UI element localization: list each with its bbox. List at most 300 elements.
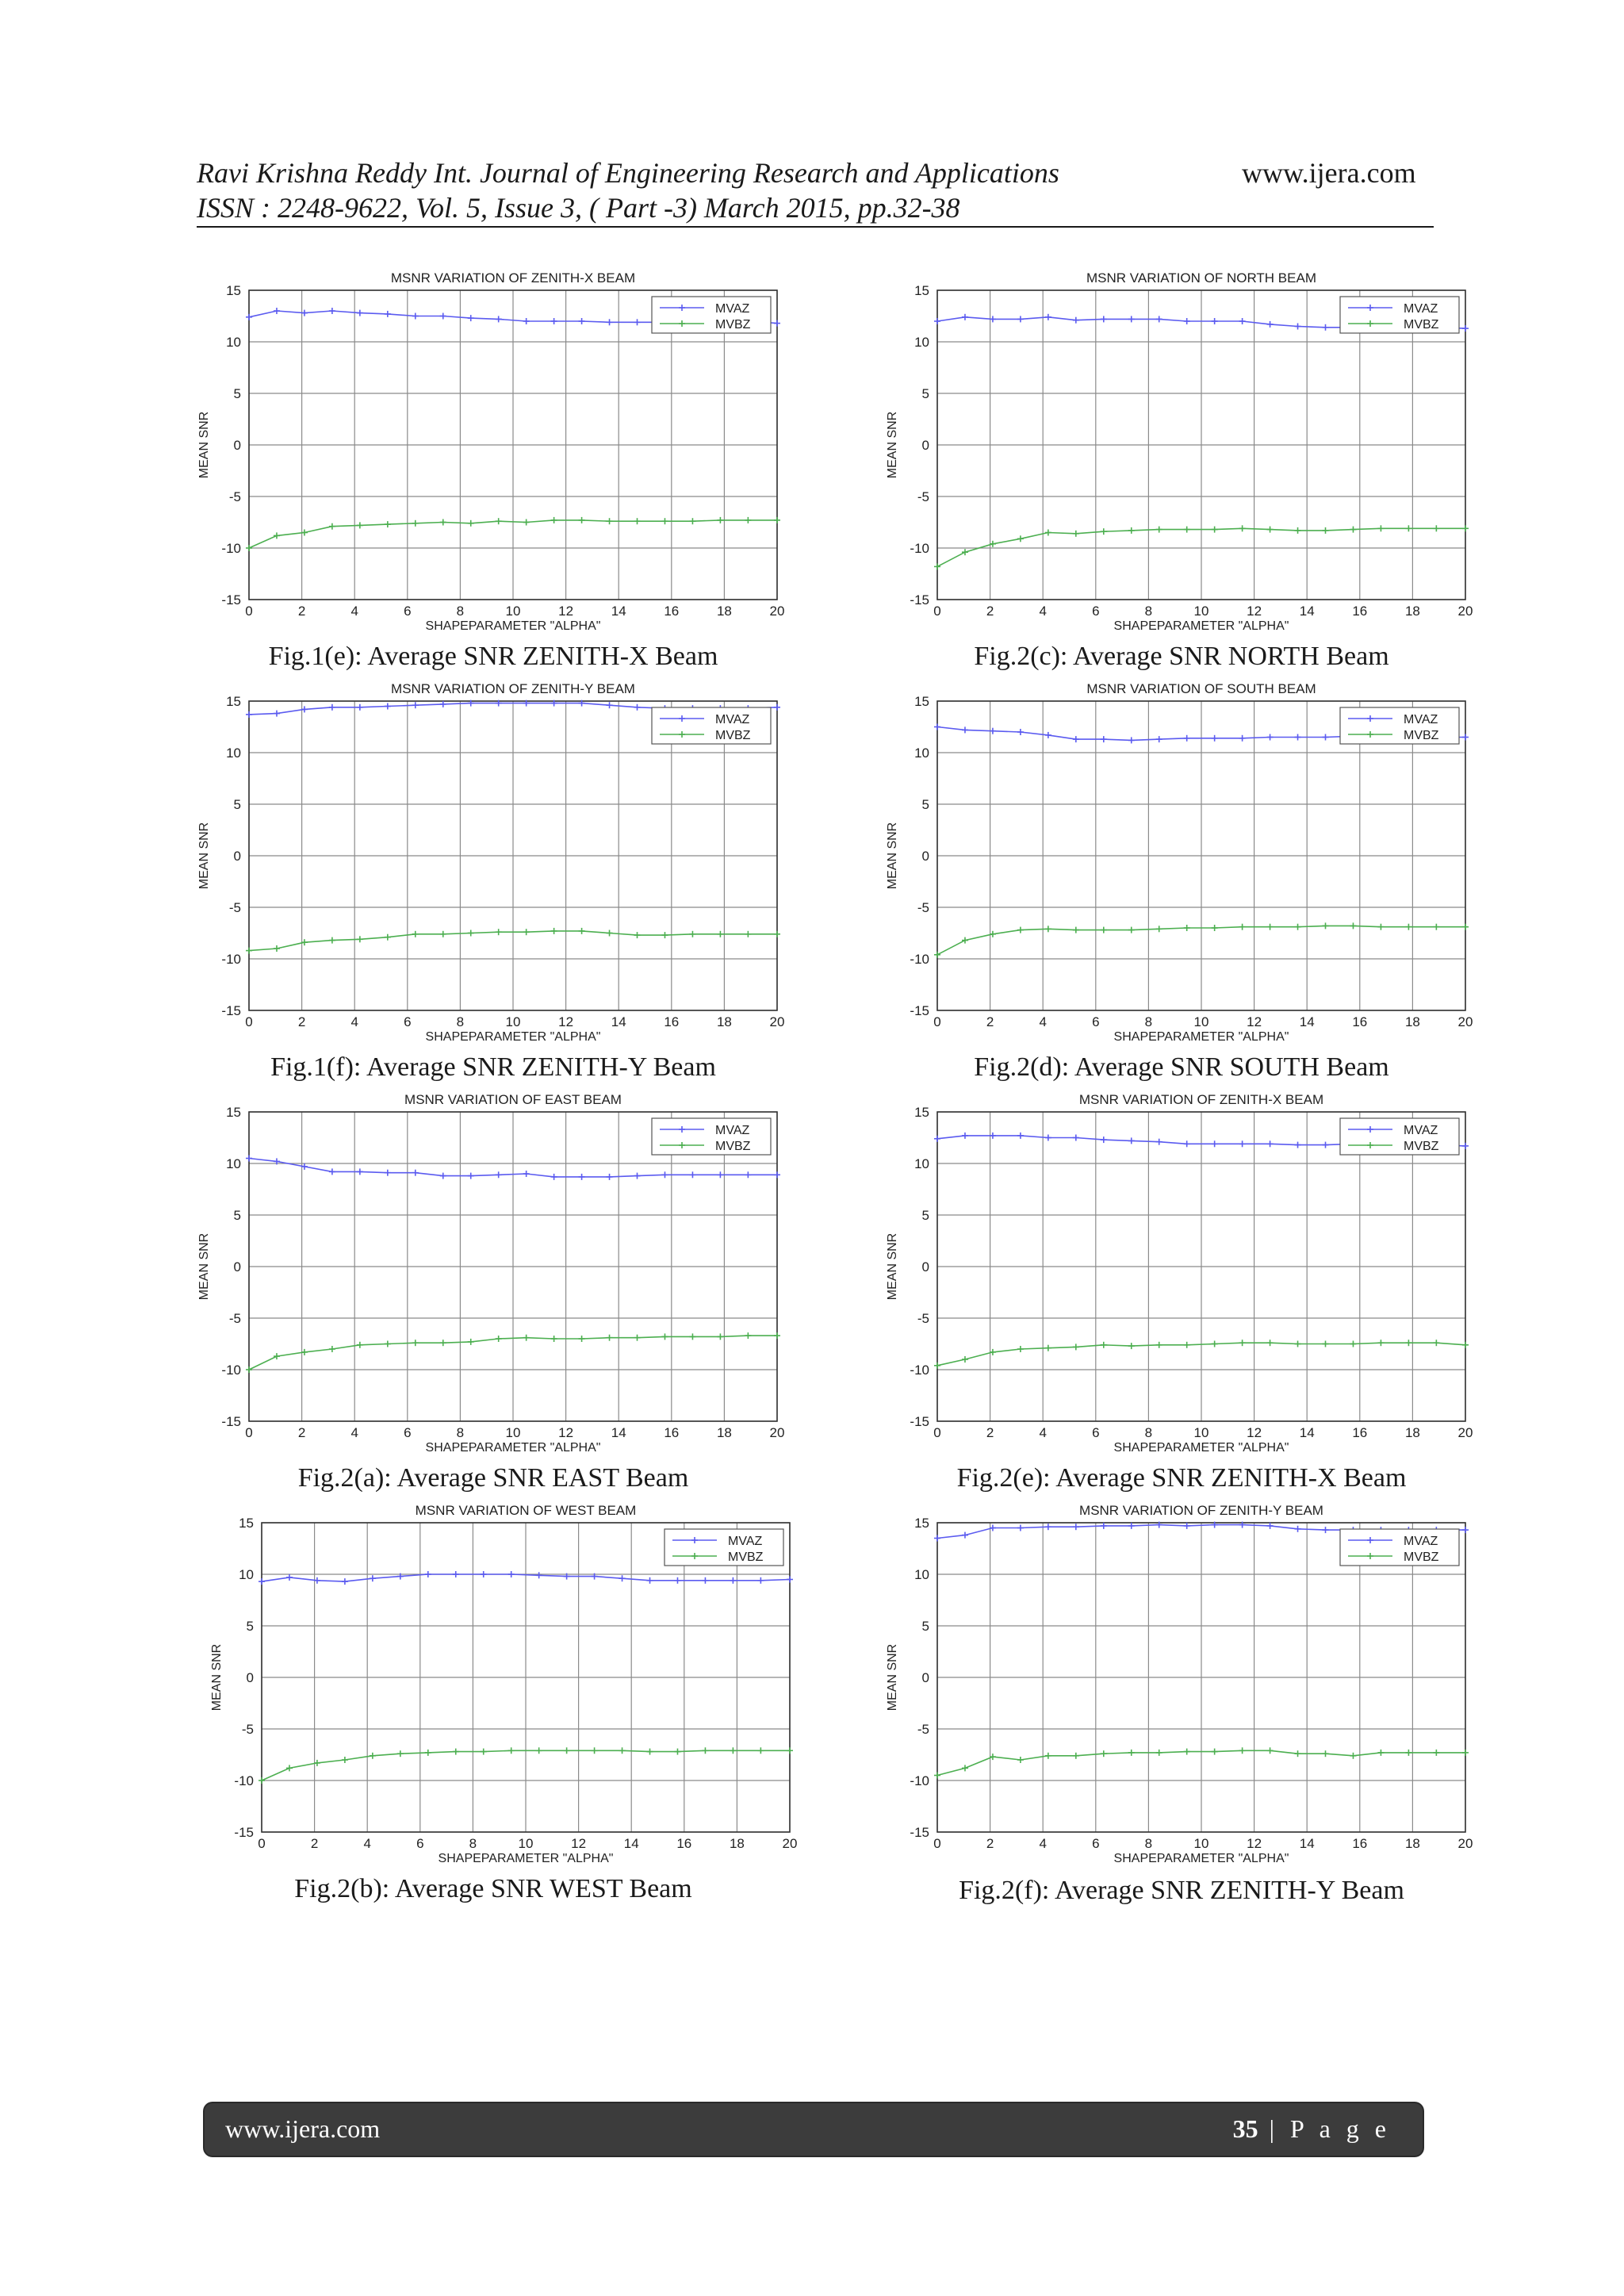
data-point-mvbz bbox=[934, 1773, 940, 1779]
data-point-mvaz bbox=[962, 1532, 968, 1539]
data-point-mvaz bbox=[329, 308, 335, 314]
data-point-mvbz bbox=[1350, 1341, 1356, 1347]
data-point-mvaz bbox=[634, 704, 641, 711]
y-tick-label: 15 bbox=[914, 1105, 929, 1120]
journal-header: Ravi Krishna Reddy Int. Journal of Engineering Research and Applications bbox=[197, 157, 1059, 189]
data-point-mvbz bbox=[717, 931, 723, 937]
data-point-mvaz bbox=[1073, 317, 1079, 324]
data-point-mvaz bbox=[674, 1577, 680, 1584]
data-point-mvbz bbox=[1295, 527, 1301, 534]
x-tick-label: 6 bbox=[1092, 604, 1100, 619]
data-point-mvbz bbox=[1156, 1342, 1162, 1348]
y-tick-label: -5 bbox=[917, 900, 929, 915]
data-point-mvbz bbox=[579, 928, 585, 934]
data-point-mvbz bbox=[357, 936, 363, 942]
data-point-mvaz bbox=[934, 318, 940, 324]
data-point-mvaz bbox=[259, 1578, 265, 1585]
data-point-mvaz bbox=[385, 703, 391, 710]
chart-svg bbox=[872, 266, 1475, 639]
y-tick-label: 0 bbox=[921, 849, 929, 864]
data-point-mvbz bbox=[1267, 1340, 1274, 1346]
x-tick-label: 8 bbox=[469, 1836, 477, 1851]
data-point-mvbz bbox=[1128, 1750, 1135, 1756]
y-tick-label: 5 bbox=[921, 1619, 929, 1634]
x-tick-label: 10 bbox=[518, 1836, 534, 1851]
data-point-mvbz bbox=[1073, 531, 1079, 537]
legend-label: MVBZ bbox=[1404, 729, 1439, 742]
data-point-mvaz bbox=[357, 1168, 363, 1175]
data-point-mvbz bbox=[634, 932, 641, 938]
data-point-mvbz bbox=[551, 1336, 557, 1342]
chart-west bbox=[197, 1499, 799, 1872]
data-point-mvbz bbox=[259, 1777, 265, 1784]
x-tick-label: 10 bbox=[505, 604, 521, 619]
y-tick-label: 5 bbox=[233, 386, 241, 401]
x-tick-label: 10 bbox=[1193, 1425, 1209, 1440]
data-point-mvbz bbox=[1156, 527, 1162, 533]
y-tick-label: 5 bbox=[921, 797, 929, 812]
x-tick-label: 10 bbox=[505, 1014, 521, 1029]
data-point-mvaz bbox=[440, 1173, 446, 1179]
x-tick-label: 20 bbox=[769, 604, 785, 619]
data-point-mvbz bbox=[647, 1749, 653, 1755]
data-point-mvaz bbox=[962, 314, 968, 320]
data-point-mvbz bbox=[1017, 535, 1024, 542]
chart-title: MSNR VARIATION OF EAST BEAM bbox=[404, 1092, 622, 1107]
data-point-mvbz bbox=[689, 1333, 695, 1340]
chart-east bbox=[184, 1088, 787, 1461]
x-tick-label: 10 bbox=[1193, 604, 1209, 619]
x-tick-label: 8 bbox=[456, 1425, 465, 1440]
data-point-mvaz bbox=[1184, 735, 1190, 742]
x-tick-label: 2 bbox=[986, 604, 994, 619]
data-point-mvbz bbox=[1128, 527, 1135, 534]
data-point-mvaz bbox=[1295, 1142, 1301, 1148]
data-point-mvbz bbox=[717, 517, 723, 523]
data-point-mvbz bbox=[1350, 922, 1356, 929]
data-point-mvbz bbox=[745, 931, 751, 937]
y-tick-label: -10 bbox=[910, 952, 929, 967]
x-tick-label: 0 bbox=[933, 1425, 941, 1440]
data-point-mvbz bbox=[774, 517, 780, 523]
data-point-mvaz bbox=[412, 313, 419, 320]
x-tick-label: 10 bbox=[1193, 1014, 1209, 1029]
chart-title: MSNR VARIATION OF NORTH BEAM bbox=[1086, 270, 1316, 286]
legend-label: MVBZ bbox=[1404, 1550, 1439, 1564]
data-point-mvbz bbox=[1377, 525, 1384, 531]
x-tick-label: 6 bbox=[416, 1836, 424, 1851]
chart-title: MSNR VARIATION OF ZENITH-X BEAM bbox=[390, 270, 636, 286]
x-tick-label: 18 bbox=[1404, 1836, 1420, 1851]
y-tick-label: -10 bbox=[910, 1773, 929, 1788]
data-point-mvbz bbox=[745, 1332, 751, 1339]
x-tick-label: 20 bbox=[1457, 604, 1473, 619]
x-tick-label: 20 bbox=[769, 1014, 785, 1029]
data-point-mvbz bbox=[551, 928, 557, 934]
y-tick-label: 5 bbox=[233, 1208, 241, 1223]
legend-box bbox=[652, 1118, 771, 1155]
data-point-mvbz bbox=[1212, 1749, 1218, 1755]
data-point-mvaz bbox=[246, 711, 252, 718]
data-point-mvbz bbox=[1350, 527, 1356, 533]
x-tick-label: 20 bbox=[782, 1836, 798, 1851]
x-tick-label: 14 bbox=[611, 1425, 626, 1440]
y-tick-label: 10 bbox=[914, 746, 929, 761]
data-point-mvbz bbox=[385, 1341, 391, 1347]
legend-label: MVAZ bbox=[1404, 713, 1438, 726]
data-point-mvaz bbox=[370, 1575, 376, 1581]
data-point-mvaz bbox=[385, 311, 391, 317]
data-point-mvaz bbox=[246, 1156, 252, 1162]
data-point-mvbz bbox=[1377, 924, 1384, 930]
x-tick-label: 12 bbox=[1247, 604, 1262, 619]
x-tick-label: 8 bbox=[1144, 604, 1153, 619]
data-point-mvbz bbox=[934, 1363, 940, 1369]
y-tick-label: 15 bbox=[226, 1105, 241, 1120]
data-point-mvaz bbox=[286, 1574, 293, 1581]
x-tick-label: 16 bbox=[1352, 1014, 1368, 1029]
data-point-mvaz bbox=[1462, 1527, 1469, 1533]
data-point-mvaz bbox=[579, 318, 585, 324]
data-point-mvbz bbox=[564, 1747, 570, 1754]
x-tick-label: 12 bbox=[1247, 1836, 1262, 1851]
chart-title: MSNR VARIATION OF ZENITH-Y BEAM bbox=[391, 681, 635, 696]
data-point-mvbz bbox=[1295, 1750, 1301, 1757]
data-point-mvaz bbox=[1128, 737, 1135, 743]
y-tick-label: 10 bbox=[914, 1567, 929, 1582]
data-point-mvbz bbox=[1045, 1345, 1051, 1351]
data-point-mvaz bbox=[934, 1535, 940, 1542]
legend-box bbox=[1340, 1118, 1459, 1155]
data-point-mvbz bbox=[370, 1753, 376, 1759]
data-point-mvbz bbox=[1101, 927, 1107, 933]
data-point-mvaz bbox=[412, 1170, 419, 1176]
data-point-mvbz bbox=[1184, 925, 1190, 931]
data-point-mvbz bbox=[1184, 527, 1190, 533]
y-tick-label: 0 bbox=[233, 1259, 241, 1274]
data-point-mvaz bbox=[1156, 1139, 1162, 1145]
data-point-mvbz bbox=[1239, 1340, 1246, 1346]
data-point-mvbz bbox=[962, 1765, 968, 1771]
y-tick-label: 15 bbox=[226, 694, 241, 709]
data-point-mvbz bbox=[246, 1366, 252, 1373]
data-point-mvbz bbox=[357, 1342, 363, 1348]
data-point-mvbz bbox=[1405, 525, 1411, 531]
y-tick-label: -10 bbox=[910, 1363, 929, 1378]
data-point-mvaz bbox=[440, 701, 446, 707]
y-tick-label: -10 bbox=[910, 541, 929, 556]
x-tick-label: 16 bbox=[664, 1014, 680, 1029]
data-point-mvbz bbox=[1156, 1750, 1162, 1756]
figure-caption: Fig.2(d): Average SNR SOUTH Beam bbox=[974, 1052, 1389, 1082]
data-point-mvaz bbox=[1128, 316, 1135, 322]
y-tick-label: 0 bbox=[233, 438, 241, 453]
y-tick-label: 15 bbox=[226, 283, 241, 298]
data-point-mvbz bbox=[674, 1749, 680, 1755]
data-point-mvbz bbox=[329, 937, 335, 944]
data-point-mvbz bbox=[1045, 1753, 1051, 1759]
data-point-mvaz bbox=[1156, 736, 1162, 742]
data-point-mvbz bbox=[634, 1335, 641, 1341]
data-point-mvbz bbox=[329, 523, 335, 530]
data-point-mvbz bbox=[1267, 1747, 1274, 1754]
y-tick-label: -15 bbox=[910, 1825, 929, 1840]
data-point-mvbz bbox=[1295, 924, 1301, 930]
x-tick-label: 6 bbox=[404, 604, 412, 619]
chart-zenith-y-1 bbox=[184, 677, 787, 1050]
y-tick-label: 0 bbox=[233, 849, 241, 864]
legend-label: MVAZ bbox=[728, 1535, 763, 1548]
x-tick-label: 16 bbox=[664, 604, 680, 619]
y-tick-label: -15 bbox=[910, 1003, 929, 1018]
data-point-mvbz bbox=[440, 1340, 446, 1346]
x-tick-label: 8 bbox=[1144, 1014, 1153, 1029]
data-point-mvbz bbox=[397, 1750, 404, 1757]
data-point-mvaz bbox=[1323, 734, 1329, 741]
x-tick-label: 12 bbox=[1247, 1014, 1262, 1029]
legend-box bbox=[1340, 297, 1459, 333]
data-point-mvbz bbox=[962, 937, 968, 944]
y-axis-label: MEAN SNR bbox=[197, 822, 211, 890]
data-point-mvbz bbox=[689, 931, 695, 937]
data-point-mvbz bbox=[607, 930, 613, 937]
data-point-mvaz bbox=[774, 704, 780, 711]
data-point-mvbz bbox=[551, 517, 557, 523]
data-point-mvbz bbox=[357, 522, 363, 528]
y-axis-label: MEAN SNR bbox=[886, 1232, 899, 1301]
data-point-mvbz bbox=[1405, 924, 1411, 930]
y-axis-label: MEAN SNR bbox=[886, 822, 899, 890]
data-point-mvaz bbox=[702, 1577, 708, 1584]
data-point-mvaz bbox=[1295, 734, 1301, 741]
data-point-mvaz bbox=[425, 1571, 431, 1577]
data-point-mvbz bbox=[496, 518, 502, 524]
data-point-mvbz bbox=[774, 1332, 780, 1339]
data-point-mvaz bbox=[1073, 736, 1079, 742]
chart-svg bbox=[184, 266, 787, 639]
data-point-mvaz bbox=[647, 1577, 653, 1584]
x-tick-label: 8 bbox=[456, 1014, 465, 1029]
chart-zenith-x-1 bbox=[184, 266, 787, 639]
data-point-mvaz bbox=[1323, 324, 1329, 331]
data-point-mvbz bbox=[1212, 527, 1218, 533]
x-tick-label: 14 bbox=[623, 1836, 639, 1851]
y-axis-label: MEAN SNR bbox=[197, 411, 211, 479]
data-point-mvbz bbox=[440, 519, 446, 526]
y-tick-label: 10 bbox=[914, 1156, 929, 1171]
x-tick-label: 12 bbox=[1247, 1425, 1262, 1440]
data-point-mvaz bbox=[1462, 325, 1469, 332]
data-point-mvbz bbox=[412, 931, 419, 937]
x-tick-label: 12 bbox=[571, 1836, 587, 1851]
data-point-mvbz bbox=[661, 518, 668, 524]
x-tick-label: 2 bbox=[297, 1425, 306, 1440]
data-point-mvaz bbox=[1323, 1142, 1329, 1148]
data-point-mvaz bbox=[1017, 316, 1024, 322]
data-point-mvbz bbox=[453, 1749, 459, 1755]
y-tick-label: 0 bbox=[921, 1670, 929, 1685]
data-point-mvbz bbox=[1156, 926, 1162, 932]
x-tick-label: 4 bbox=[363, 1836, 371, 1851]
data-point-mvbz bbox=[1073, 927, 1079, 933]
x-axis-label: SHAPEPARAMETER "ALPHA" bbox=[425, 1030, 601, 1044]
legend-label: MVBZ bbox=[1404, 318, 1439, 332]
data-point-mvaz bbox=[1212, 318, 1218, 324]
y-tick-label: -10 bbox=[221, 541, 241, 556]
x-tick-label: 12 bbox=[558, 604, 574, 619]
figure-caption: Fig.2(b): Average SNR WEST Beam bbox=[294, 1874, 692, 1903]
x-tick-label: 18 bbox=[716, 1014, 732, 1029]
x-tick-label: 2 bbox=[986, 1014, 994, 1029]
y-tick-label: 15 bbox=[239, 1516, 254, 1531]
chart-svg bbox=[184, 1088, 787, 1461]
footer-website: www.ijera.com bbox=[225, 2114, 381, 2143]
x-tick-label: 20 bbox=[769, 1425, 785, 1440]
y-tick-label: -10 bbox=[221, 952, 241, 967]
legend-label: MVAZ bbox=[715, 302, 750, 316]
data-point-mvaz bbox=[607, 702, 613, 708]
legend-label: MVBZ bbox=[715, 318, 751, 332]
data-point-mvbz bbox=[579, 1336, 585, 1342]
data-point-mvaz bbox=[1462, 734, 1469, 741]
data-point-mvaz bbox=[1073, 1524, 1079, 1530]
legend-box bbox=[665, 1529, 783, 1566]
data-point-mvbz bbox=[1462, 1342, 1469, 1348]
y-axis-label: MEAN SNR bbox=[197, 1232, 211, 1301]
data-point-mvbz bbox=[1462, 1750, 1469, 1756]
data-point-mvbz bbox=[962, 549, 968, 555]
chart-zenith-x-2 bbox=[872, 1088, 1475, 1461]
data-point-mvaz bbox=[246, 314, 252, 320]
data-point-mvbz bbox=[634, 518, 641, 524]
x-tick-label: 8 bbox=[1144, 1836, 1153, 1851]
x-tick-label: 0 bbox=[245, 1425, 253, 1440]
data-point-mvaz bbox=[1101, 316, 1107, 322]
x-tick-label: 20 bbox=[1457, 1014, 1473, 1029]
data-point-mvbz bbox=[274, 1353, 280, 1359]
legend-box bbox=[652, 297, 771, 333]
legend-label: MVBZ bbox=[715, 729, 751, 742]
x-tick-label: 16 bbox=[1352, 604, 1368, 619]
legend-label: MVBZ bbox=[728, 1550, 764, 1564]
data-point-mvbz bbox=[342, 1757, 348, 1763]
x-tick-label: 8 bbox=[456, 604, 465, 619]
data-point-mvbz bbox=[717, 1333, 723, 1340]
data-point-mvaz bbox=[634, 319, 641, 325]
data-point-mvaz bbox=[661, 1171, 668, 1178]
data-point-mvbz bbox=[1128, 1343, 1135, 1349]
y-tick-label: 5 bbox=[921, 1208, 929, 1223]
data-point-mvaz bbox=[1212, 1140, 1218, 1147]
data-point-mvbz bbox=[1377, 1340, 1384, 1346]
y-tick-label: -15 bbox=[221, 1414, 241, 1429]
x-tick-label: 2 bbox=[297, 604, 306, 619]
chart-title: MSNR VARIATION OF ZENITH-Y BEAM bbox=[1079, 1503, 1323, 1518]
data-point-mvbz bbox=[1405, 1750, 1411, 1756]
x-tick-label: 18 bbox=[1404, 1425, 1420, 1440]
data-point-mvbz bbox=[1323, 922, 1329, 929]
y-tick-label: 0 bbox=[921, 438, 929, 453]
data-point-mvbz bbox=[689, 518, 695, 524]
x-axis-label: SHAPEPARAMETER "ALPHA" bbox=[438, 1852, 614, 1865]
data-point-mvbz bbox=[523, 519, 530, 526]
y-tick-label: 10 bbox=[914, 335, 929, 350]
data-point-mvaz bbox=[1267, 1140, 1274, 1147]
x-tick-label: 6 bbox=[1092, 1425, 1100, 1440]
y-tick-label: 5 bbox=[233, 797, 241, 812]
chart-title: MSNR VARIATION OF ZENITH-X BEAM bbox=[1078, 1092, 1324, 1107]
data-point-mvaz bbox=[440, 313, 446, 320]
x-tick-label: 0 bbox=[933, 1836, 941, 1851]
x-tick-label: 20 bbox=[1457, 1836, 1473, 1851]
y-axis-label: MEAN SNR bbox=[886, 1643, 899, 1711]
data-point-mvbz bbox=[607, 518, 613, 524]
data-point-mvbz bbox=[246, 948, 252, 954]
data-point-mvbz bbox=[1073, 1343, 1079, 1350]
data-point-mvbz bbox=[757, 1747, 764, 1754]
data-point-mvbz bbox=[1101, 1750, 1107, 1757]
data-point-mvaz bbox=[551, 318, 557, 324]
data-point-mvbz bbox=[274, 532, 280, 539]
header-rule bbox=[197, 226, 1434, 228]
data-point-mvaz bbox=[551, 1174, 557, 1180]
data-point-mvaz bbox=[962, 726, 968, 733]
data-point-mvaz bbox=[1073, 1135, 1079, 1141]
data-point-mvbz bbox=[468, 1339, 474, 1345]
data-point-mvbz bbox=[579, 517, 585, 523]
data-point-mvaz bbox=[717, 1171, 723, 1178]
data-point-mvbz bbox=[329, 1346, 335, 1352]
data-point-mvbz bbox=[1433, 1340, 1439, 1346]
data-point-mvaz bbox=[787, 1577, 793, 1583]
x-tick-label: 2 bbox=[986, 1425, 994, 1440]
data-point-mvbz bbox=[508, 1747, 515, 1754]
data-point-mvaz bbox=[1184, 1140, 1190, 1147]
data-point-mvaz bbox=[329, 1168, 335, 1175]
data-point-mvbz bbox=[1239, 525, 1246, 531]
x-tick-label: 0 bbox=[933, 1014, 941, 1029]
data-point-mvbz bbox=[536, 1747, 542, 1754]
data-point-mvbz bbox=[962, 1356, 968, 1363]
data-point-mvaz bbox=[496, 316, 502, 322]
y-tick-label: -15 bbox=[221, 592, 241, 608]
data-point-mvbz bbox=[1239, 924, 1246, 930]
data-point-mvaz bbox=[1128, 1523, 1135, 1529]
x-tick-label: 16 bbox=[1352, 1836, 1368, 1851]
data-point-mvaz bbox=[745, 1171, 751, 1178]
header-website: www.ijera.com bbox=[1242, 157, 1416, 189]
data-point-mvbz bbox=[1184, 1342, 1190, 1348]
legend-label: MVBZ bbox=[715, 1140, 751, 1153]
page-footer bbox=[205, 2103, 1423, 2156]
x-tick-label: 2 bbox=[310, 1836, 319, 1851]
chart-north bbox=[872, 266, 1475, 639]
page-label: | P a g e bbox=[1269, 2114, 1391, 2143]
figure-caption: Fig.2(a): Average SNR EAST Beam bbox=[297, 1463, 689, 1493]
data-point-mvaz bbox=[1267, 321, 1274, 328]
x-tick-label: 4 bbox=[350, 1014, 358, 1029]
data-point-mvbz bbox=[619, 1747, 626, 1754]
data-point-mvbz bbox=[1267, 527, 1274, 533]
figure-caption: Fig.2(e): Average SNR ZENITH-X Beam bbox=[956, 1463, 1407, 1493]
data-point-mvaz bbox=[1017, 1525, 1024, 1531]
figure-caption: Fig.2(f): Average SNR ZENITH-Y Beam bbox=[959, 1876, 1404, 1905]
x-tick-label: 10 bbox=[1193, 1836, 1209, 1851]
data-point-mvbz bbox=[1017, 1757, 1024, 1763]
legend-box bbox=[1340, 1529, 1459, 1566]
footer-page bbox=[1233, 2113, 1391, 2145]
x-tick-label: 4 bbox=[350, 604, 358, 619]
